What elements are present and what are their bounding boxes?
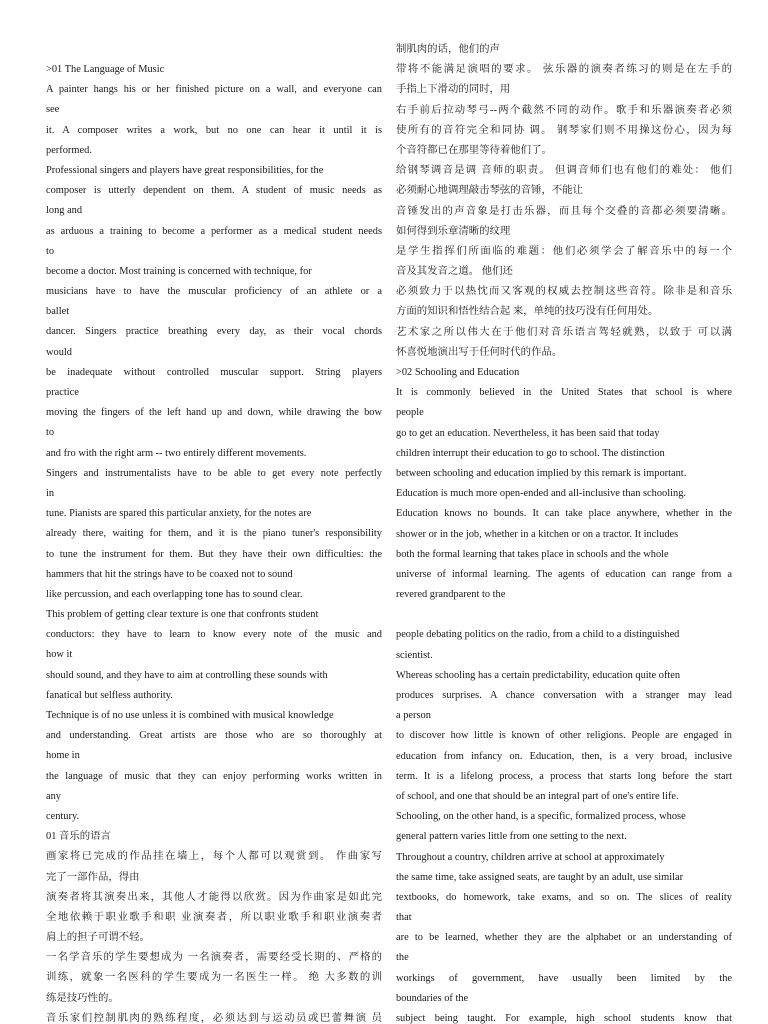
left-text-line: should sound, and they have to aim at controlling these sounds with [46,669,328,681]
right-text-line: 制肌肉的话，他们的声 [396,44,500,55]
left-text-line: in [46,487,55,499]
right-text-line: universe of informal learning. The agents of education can range from a [396,568,732,580]
left-text-column [46,60,382,1024]
right-text-line: general pattern varies little from one setting to the next. [396,831,627,843]
right-text-line: shower or in the job, whether in a kitchen or on a tractor. It includes [396,528,679,540]
right-text-line: the [396,952,409,964]
left-text-line: 肩上的担子可谓不轻。 [46,932,150,944]
right-text-line: people [396,407,424,419]
right-text-line: 个音符都已在那里等待着他们了。 [396,144,552,156]
right-text-line: textbooks, do homework, take exams, and so on. The slices of reality [396,891,732,903]
right-text-line: education from infancy on. Education, then, is a very broad, inclusive [396,750,732,762]
left-text-line: to [46,427,55,439]
left-text-line: >01 The Language of Music [46,64,165,75]
left-text-line: 音乐家们控制肌肉的熟练程度，必须达到与运动员或巴蕾舞演 员 [46,1012,382,1024]
right-text-line: Schooling, on the other hand, is a specific, formalized process, whose [396,811,686,823]
left-text-line: This problem of getting clear texture is one that confronts student [46,609,319,621]
left-text-line: dancer. Singers practice breathing every day, as their vocal chords [46,326,382,338]
left-text-line: long and [46,205,83,217]
left-text-line: and fro with the right arm -- two entirely different movements. [46,447,307,459]
left-text-line: 练是技巧性的。 [46,992,119,1004]
left-text-line: 演奏者将其演奏出来，其他人才能得以欣赏。因为作曲家是如此完 [46,891,382,903]
right-text-line: Throughout a country, children arrive at school at approximately [396,851,665,863]
left-text-line: the language of music that they can enjoy performing works written in [46,770,382,782]
left-text-line: Technique is of no use unless it is combined with musical knowledge [46,710,334,721]
left-text-line: musicians have to have the muscular proficiency of an athlete or a [46,286,382,298]
right-text-line: 艺术家之所以伟大在于他们对音乐语言驾轻就熟，以致于 可以满 [396,326,732,338]
right-text-line: a person [396,710,431,722]
right-text-line: between schooling and education implied by this remark is important. [396,467,687,479]
left-text-line: fanatical but selfless authority. [46,689,173,701]
right-text-line: Education is much more open-ended and all-inclusive than schooling. [396,488,686,500]
left-text-line: to tune the instrument for them. But they have their own difficulties: the [46,548,382,560]
left-text-line: 画家将已完成的作品挂在墙上，每个人都可以观赏到。 作曲家写 [46,851,382,863]
left-text-line: and understanding. Great artists are those who are so thoroughly at [46,730,382,742]
left-text-line: 训练，就象一名医科的学生要成为一名医生一样。 绝 大多数的训 [46,972,382,984]
right-text-line: 如何得到乐章清晰的纹理 [396,225,511,237]
right-text-line: Whereas schooling has a certain predictability, education quite often [396,669,681,681]
left-text-line: already there, waiting for them, and it is the piano tuner's responsibility [46,528,382,540]
left-text-line: to [46,245,55,257]
left-text-line: be inadequate without controlled muscular support. String players [46,366,382,378]
left-text-line: tune. Pianists are spared this particular anxiety, for the notes are [46,508,312,520]
right-text-line: 右手前后拉动琴弓--两个截然不同的动作。歌手和乐器演奏者必须 [396,104,732,116]
left-text-line: would [46,346,72,358]
right-text-column [396,40,732,1024]
right-text-line: 音锤发出的声音象是打击乐器，而且每个交叠的音都必须要清晰。 [396,205,732,217]
right-text-line: to discover how little is known of other religions. People are engaged in [396,730,732,742]
right-text-line: 是学生指挥们所面临的难题：他们必须学会了解音乐中的每一个 [396,245,732,257]
left-text-line: how it [46,649,73,661]
left-text-line: performed. [46,144,92,156]
left-text-line: A painter hangs his or her finished picture on a wall, and everyone can [46,84,382,96]
left-text-line: 全地依赖于职业歌手和职 业演奏者，所以职业歌手和职业演奏者 [46,911,382,923]
right-text-line: are to be learned, whether they are the alphabet or an understanding of [396,932,732,944]
right-text-line: revered grandparent to the [396,589,506,601]
right-text-line: that [396,912,412,924]
left-text-line: become a doctor. Most training is concerned with technique, for [46,265,312,277]
left-text-line: 01 音乐的语言 [46,831,111,843]
right-text-line: 必须致力于以热忱而又客观的权威去控制这些音符。除非是和音乐 [396,286,732,298]
right-text-line: 必须耐心地调理敲击琴弦的音锤，不能让 [396,185,584,197]
right-text-line: 方面的知识和悟性结合起 来，单纯的技巧没有任何用处。 [396,306,659,318]
right-text-line: of school, and one that should be an integral part of one's entire life. [396,790,679,802]
left-text-line: home in [46,750,80,762]
right-text-line: It is commonly believed in the United States that school is where [396,387,732,399]
left-text-line: century. [46,810,80,822]
right-text-line: both the formal learning that takes place in schools and the whole [396,548,669,560]
right-text-line: term. It is a lifelong process, a process that starts long before the start [396,770,732,782]
right-text-line [396,605,732,625]
right-text-line: 带将不能满足演唱的要求。 弦乐器的演奏者练习的则是在左手的 [396,64,732,76]
right-text-line: Education knows no bounds. It can take place anywhere, whether in the [396,508,732,520]
left-text-line: like percussion, and each overlapping tone has to sound clear. [46,588,303,600]
left-text-line: composer is utterly dependent on them. A student of music needs as [46,185,382,197]
right-text-line: 手指上下滑动的同时，用 [396,84,511,96]
left-text-line: practice [46,387,79,398]
right-text-line: go to get an education. Nevertheless, it has been said that today [396,427,660,439]
right-text-line: produces surprises. A chance conversation with a stranger may lead [396,690,732,701]
left-text-line: any [46,790,62,802]
right-text-line: 给钢琴调音是调 音师的职责。 但调音师们也有他们的难处： 他们 [396,165,732,177]
right-text-line: children interrupt their education to go to school. The distinction [396,447,665,459]
left-text-line: ballet [46,306,70,318]
left-text-line: moving the fingers of the left hand up and down, while drawing the bow [46,407,382,419]
right-text-line: >02 Schooling and Education [396,367,520,378]
right-text-line: scientist. [396,649,433,661]
right-text-line: people debating politics on the radio, from a child to a distinguished [396,629,680,641]
left-text-line: hammers that hit the strings have to be coaxed not to sound [46,568,293,580]
left-text-line: 完了一部作品，得由 [46,871,140,883]
left-text-line: see [46,104,60,116]
left-text-line: 一名学音乐的学生要想成为 一名演奏者，需要经受长期的、严格的 [46,952,382,964]
left-text-line: Singers and instrumentalists have to be able to get every note perfectly [46,467,382,479]
left-text-line: it. A composer writes a work, but no one can hear it until it is [46,124,382,136]
right-text-line: 怀喜悦地演出写于任何时代的作品。 [396,346,563,358]
right-text-line: boundaries of the [396,992,469,1004]
right-text-line: the same time, take assigned seats, are taught by an adult, use similar [396,871,684,883]
right-text-line: 使所有的音符完全和同协 调。 钢琴家们则不用操这份心，因为每 [396,124,732,136]
right-text-line: workings of government, have usually been limited by the [396,972,732,984]
right-text-line: subject being taught. For example, high school students know that [396,1013,732,1024]
left-text-line: Professional singers and players have great responsibilities, for the [46,164,324,176]
left-text-line: as arduous a training to become a performer as a medical student needs [46,225,382,237]
left-text-line: conductors: they have to learn to know every note of the music and [46,629,382,641]
right-text-line: 音及其发音之道。 他们还 [396,266,513,278]
